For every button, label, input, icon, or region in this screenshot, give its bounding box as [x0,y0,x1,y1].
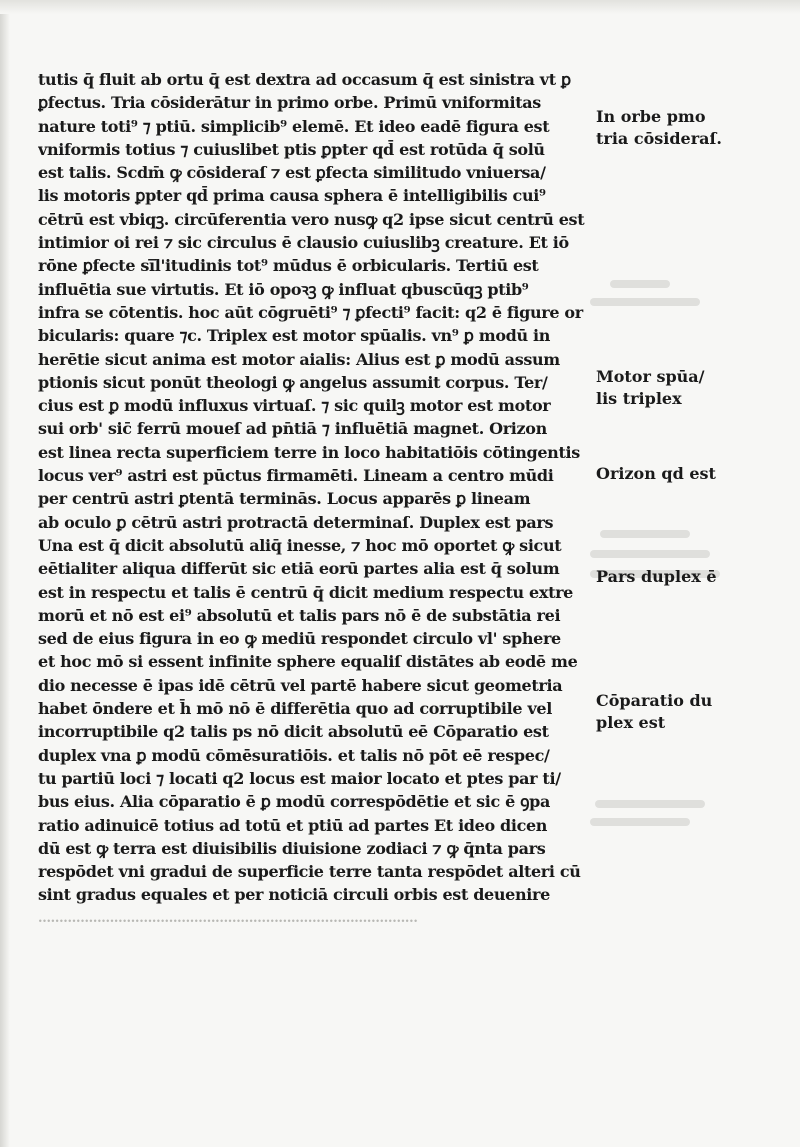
text-line: ab oculo ꝑ cētrū astri protractā determinaſ. Duplex est pars [38,512,554,532]
text-line: est in respectu et talis ē centrū q̄ dicit medium respectu extre [38,582,574,602]
scan-shadow-left [0,0,10,1147]
marginal-note-comparatio [596,690,712,734]
text-line: tutis q̄ fluit ab ortu q̄ est dextra ad occasum q̄ est sinistra vt ꝑ [38,70,571,89]
text-line: nature toti⁹ ⁊ ptiū. simplicib⁹ elemē. Et ideo eadē figura est [38,116,550,136]
text-line: ꝑfectus. Tria cōsiderātur in primo orbe. Primū vniformitas [38,93,541,113]
text-line: est linea recta superficiem terre in loco habitatiōis cōtingentis [38,442,580,462]
text-line: intimior oi rei ⁊ sic circulus ē clausio cuiuslibꝫ creature. Et iō [38,233,569,253]
text-line: per centrū astri ꝑtentā terminās. Locus apparēs ꝑ lineam [38,489,531,509]
text-line: est talis. Scdm̄ ꝙ cōsideraſ ⁊ est ꝑfecta similitudo vniuersa/ [38,163,546,183]
main-text-column [38,68,586,930]
text-line: Una est q̄ dicit absolutū aliq̄ inesse, ⁊ hoc mō oportet ꝙ sicut [38,535,562,555]
marginal-note-pars [596,566,717,588]
marginal-note-orizon [596,463,716,485]
text-line: lis motoris ꝑpter qd̄ prima causa sphera ē intelligibilis cui⁹ [38,186,546,206]
text-line: morū et nō est ei⁹ absolutū et talis pars nō ē de substātia rei [38,605,561,625]
text-line: sed de eius figura in eo ꝙ mediū respondet circulo vl' sphere [38,629,561,649]
marginal-note-line: plex est [596,713,666,732]
text-line: et hoc mō si essent infinite sphere equaliſ distātes ab eodē me [38,652,578,672]
faded-bottom-line: ……………………………………………………………………………… [38,910,418,926]
text-line: cētrū est vbiqꝫ. circūferentia vero nusꝙ q2 ipse sicut centrū est [38,209,585,229]
marginal-note-line: Cōparatio du [596,691,713,710]
text-line: duplex vna ꝑ modū cōmēsuratiōis. et talis nō pōt eē respec/ [38,745,550,765]
marginal-note-line: Pars duplex ē [596,567,717,586]
text-line: cius est ꝑ modū influxus virtuaſ. ⁊ sic quilꝫ motor est motor [38,396,551,416]
scan-shadow-top [0,0,800,14]
text-line: sint gradus equales et per noticiā circuli orbis est deuenire [38,885,550,905]
marginal-note-line: tria cōsideraſ. [596,129,722,148]
marginal-note-motor [596,366,704,410]
text-line: eētialiter aliqua differūt sic etiā eorū partes alia est q̄ solum [38,559,560,579]
marginal-note-line: In orbe pmo [596,107,706,126]
text-line: influētia sue virtutis. Et iō opoꝛꝫ ꝙ influat qbuscūqꝫ ptib⁹ [38,279,529,299]
marginal-note-orbe [596,106,722,150]
text-line: respōdet vni gradui de superficie terre tanta respōdet alteri cū [38,862,581,882]
text-line: dio necesse ē ipas idē cētrū vel partē habere sicut geometria [38,675,563,695]
text-line: sui orb' sic̄ ferrū moueſ ad pn̄tiā ⁊ influētiā magnet. Orizon [38,419,547,439]
text-line: dū est ꝙ terra est diuisibilis diuisione zodiaci ⁊ ꝙ q̄nta pars [38,838,546,858]
text-line: bicularis: quare ⁊c. Triplex est motor spūalis. vn⁹ ꝑ modū in [38,326,550,346]
text-line: rōne ꝑfecte si̅l'itudinis tot⁹ mūdus ē orbicularis. Tertiū est [38,256,539,276]
text-line: ptionis sicut ponūt theologi ꝙ angelus assumit corpus. Ter/ [38,372,548,392]
text-line: herētie sicut anima est motor aialis: Alius est ꝑ modū assum [38,349,560,369]
text-line: tu partiū loci ⁊ locati q2 locus est maior locato et ptes par ti/ [38,768,561,788]
marginal-note-line: lis triplex [596,389,682,408]
text-line: locus ver⁹ astri est pūctus firmamēti. Lineam a centro mūdi [38,466,554,486]
text-line: ratio adinuicē totius ad totū et ptiū ad partes Et ideo dicen [38,815,548,835]
text-line: habet ōndere et h̄ mō nō ē differētia quo ad corruptibile vel [38,699,552,719]
marginal-note-line: Orizon qd est [596,464,716,483]
show-through-marks [590,260,740,820]
text-line: vniformis totius ⁊ cuiuslibet ptis ꝑpter qd̄ est rotūda q̄ solū [38,139,545,159]
text-line: infra se cōtentis. hoc aūt cōgruēti⁹ ⁊ ꝑfecti⁹ facit: q2 ē figure or [38,302,583,322]
marginal-note-line: Motor spūa/ [596,367,705,386]
text-line: incorruptibile q2 talis ps nō dicit absolutū eē Cōparatio est [38,722,549,742]
text-line: bus eius. Alia cōparatio ē ꝑ modū correspōdētie et sic ē ꝯpa [38,792,551,812]
